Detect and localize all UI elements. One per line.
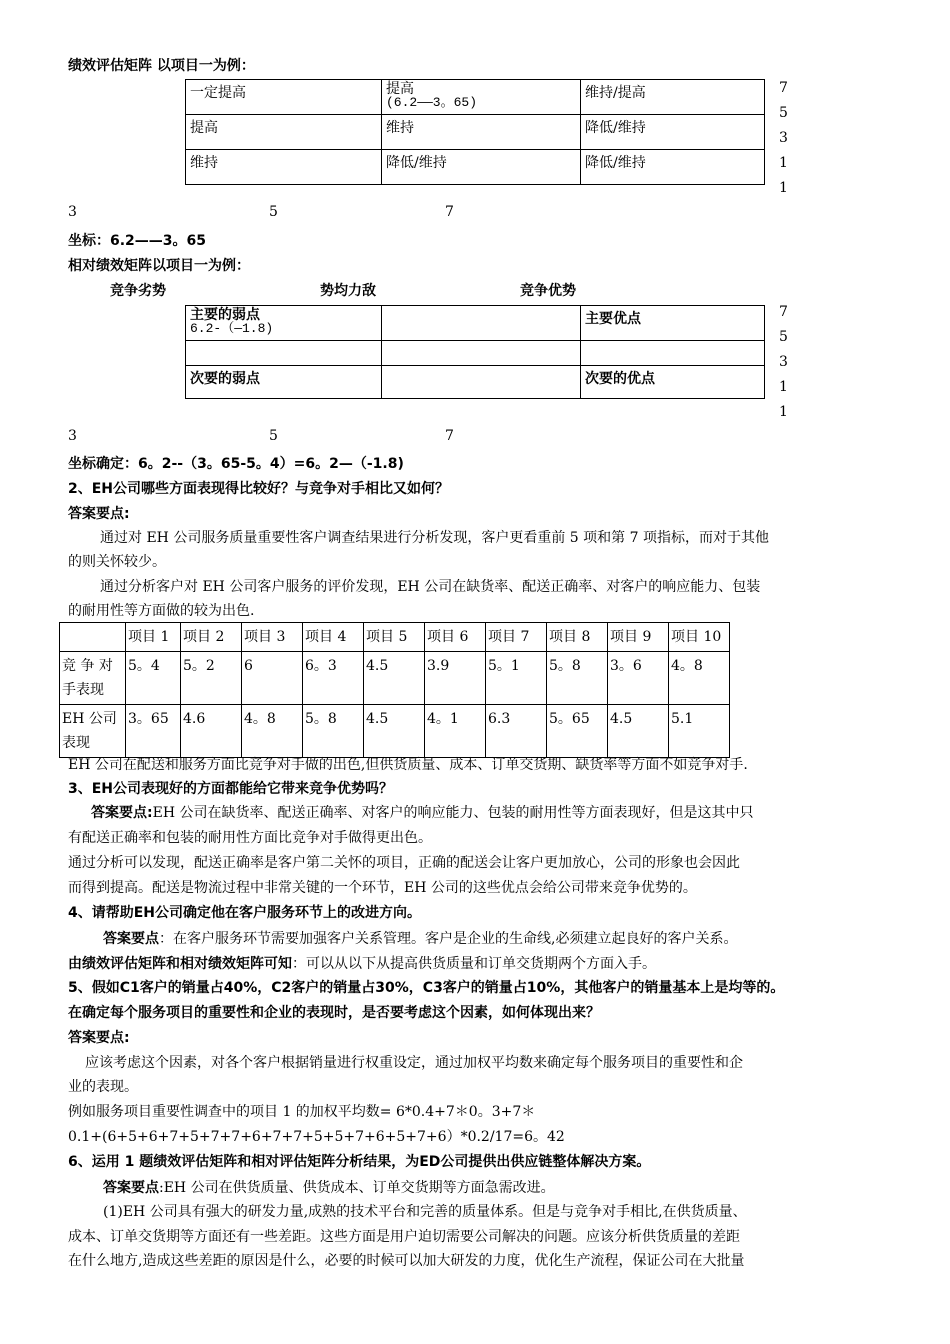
table-cell: 6。3 bbox=[303, 652, 364, 705]
q3-paragraph: 有配送正确率和包装的耐用性方面比竞争对手做得更出色。 bbox=[68, 830, 432, 846]
q2-paragraph: 通过对 EH 公司服务质量重要性客户调查结果进行分析发现，客户更看重前 5 项和第 7 项指标，而对于其他 bbox=[100, 530, 769, 546]
q4-paragraph: 答案要点：在客户服务环节需要加强客户关系管理。客户是企业的生命线,必须建立起良好的客户关系。 bbox=[103, 931, 738, 947]
table-header: 项目 1 bbox=[126, 623, 181, 652]
table-header: 项目 3 bbox=[242, 623, 303, 652]
table-cell: 5。1 bbox=[486, 652, 547, 705]
q2-paragraph: 的则关怀较少。 bbox=[68, 554, 166, 570]
matrix1-cell: 降低/维持 bbox=[581, 115, 765, 150]
y-tick: 1 bbox=[779, 180, 788, 196]
table-cell: 5。4 bbox=[126, 652, 181, 705]
matrix2-cell bbox=[382, 341, 581, 366]
matrix1-cell: 降低/维持 bbox=[382, 150, 581, 185]
x-tick: 5 bbox=[269, 428, 278, 444]
q5-title: 5、假如C1客户的销量占40%，C2客户的销量占30%，C3客户的销量占10%，其他客户的销量基本上是均等的。 bbox=[68, 980, 785, 996]
q5-paragraph: 应该考虑这个因素，对各个客户根据销量进行权重设定，通过加权平均数来确定每个服务项目的重要性和企 bbox=[85, 1055, 743, 1071]
table-header: 项目 6 bbox=[425, 623, 486, 652]
matrix2-header: 竞争劣势 bbox=[110, 283, 166, 299]
table-cell: 3.9 bbox=[425, 652, 486, 705]
matrix2-cell: 次要的优点 bbox=[581, 366, 765, 399]
table-header-row bbox=[60, 623, 730, 652]
q5-answer-label: 答案要点: bbox=[68, 1030, 130, 1046]
matrix2-header: 势均力敌 bbox=[320, 283, 376, 299]
y-tick: 3 bbox=[779, 130, 788, 146]
matrix1-cell: 维持 bbox=[186, 150, 382, 185]
matrix1-cell: 维持 bbox=[382, 115, 581, 150]
matrix2-cell bbox=[382, 366, 581, 399]
y-tick: 1 bbox=[779, 379, 788, 395]
matrix2-cell: 主要优点 bbox=[581, 306, 765, 341]
q6-paragraph: 答案要点:EH 公司在供货质量、供货成本、订单交货期等方面急需改进。 bbox=[103, 1180, 555, 1196]
q2-paragraph: 的耐用性等方面做的较为出色. bbox=[68, 603, 255, 619]
matrix1-cell: 降低/维持 bbox=[581, 150, 765, 185]
y-tick: 7 bbox=[779, 80, 788, 96]
q2-paragraph: 通过分析客户对 EH 公司客户服务的评价发现，EH 公司在缺货率、配送正确率、对客户的响应能力、包装 bbox=[100, 579, 761, 595]
table-cell: 4。8 bbox=[242, 705, 303, 758]
table-header: 项目 10 bbox=[669, 623, 730, 652]
q3-paragraph: 而得到提高。配送是物流过程中非常关键的一个环节，EH 公司的这些优点会给公司带来竞争优势的。 bbox=[68, 880, 697, 896]
table-cell: 4.5 bbox=[364, 652, 425, 705]
row-label: EH 公司 表现 bbox=[60, 705, 126, 758]
x-tick: 5 bbox=[269, 204, 278, 220]
table-cell: 6.3 bbox=[486, 705, 547, 758]
matrix1-cell-sub: (6.2——3。65) bbox=[386, 95, 478, 110]
table-header: 项目 7 bbox=[486, 623, 547, 652]
table-cell: 3。6 bbox=[608, 652, 669, 705]
table-cell: 3。65 bbox=[126, 705, 181, 758]
q5-formula: 例如服务项目重要性调查中的项目 1 的加权平均数= 6*0.4+7＊0。3+7＊ bbox=[68, 1104, 536, 1120]
table-cell: 5.1 bbox=[669, 705, 730, 758]
table-header: 项目 9 bbox=[608, 623, 669, 652]
table-header: 项目 8 bbox=[547, 623, 608, 652]
matrix1-cell: 提高 bbox=[186, 115, 382, 150]
y-tick: 3 bbox=[779, 354, 788, 370]
matrix1-cell: 一定提高 bbox=[186, 80, 382, 115]
q6-paragraph: 在什么地方,造成这些差距的原因是什么，必要的时候可以加大研发的力度，优化生产流程，保证公司在大批量 bbox=[68, 1253, 745, 1269]
x-tick: 7 bbox=[445, 428, 454, 444]
performance-matrix bbox=[185, 79, 765, 185]
table-cell: 4。1 bbox=[425, 705, 486, 758]
table-row bbox=[60, 652, 730, 705]
table-cell: 4。8 bbox=[669, 652, 730, 705]
q6-title: 6、运用 1 题绩效评估矩阵和相对评估矩阵分析结果，为ED公司提供出供应链整体解决方案。 bbox=[68, 1154, 651, 1170]
comparison-table bbox=[59, 622, 730, 758]
matrix1-title: 绩效评估矩阵 以项目一为例： bbox=[68, 58, 255, 74]
table-cell: 4.5 bbox=[364, 705, 425, 758]
q2-title: 2、EH公司哪些方面表现得比较好？与竞争对手相比又如何？ bbox=[68, 481, 450, 497]
row-label: 竞 争 对 手表现 bbox=[60, 652, 126, 705]
q4-title: 4、请帮助EH公司确定他在客户服务环节上的改进方向。 bbox=[68, 905, 422, 921]
table-cell: 5。65 bbox=[547, 705, 608, 758]
table-cell: 4.5 bbox=[608, 705, 669, 758]
q6-paragraph: (1)EH 公司具有强大的研发力量,成熟的技术平台和完善的质量体系。但是与竞争对手相比,在供货质量、 bbox=[103, 1204, 747, 1220]
table-header: 项目 2 bbox=[181, 623, 242, 652]
matrix2-cell: 次要的弱点 bbox=[186, 366, 382, 399]
x-tick: 3 bbox=[68, 428, 77, 444]
q5-title: 在确定每个服务项目的重要性和企业的表现时，是否要考虑这个因素，如何体现出来？ bbox=[68, 1005, 600, 1021]
matrix2-title: 相对绩效矩阵以项目一为例： bbox=[68, 258, 250, 274]
matrix1-coordinate: 坐标：6.2——3。65 bbox=[68, 233, 207, 249]
q5-formula: 0.1+(6+5+6+7+5+7+7+6+7+7+5+5+7+6+5+7+6）*0.2/17=6。42 bbox=[68, 1129, 565, 1145]
q6-paragraph: 成本、订单交货期等方面还有一些差距。这些方面是用户迫切需要公司解决的问题。应该分析供货质量的差距 bbox=[68, 1229, 740, 1245]
table-corner bbox=[60, 623, 126, 652]
y-tick: 5 bbox=[779, 105, 788, 121]
matrix2-cell bbox=[382, 306, 581, 341]
table-cell: 4.6 bbox=[181, 705, 242, 758]
y-tick: 1 bbox=[779, 404, 788, 420]
matrix1-cell: 维持/提高 bbox=[581, 80, 765, 115]
x-tick: 3 bbox=[68, 204, 77, 220]
q3-paragraph: 通过分析可以发现，配送正确率是客户第二关怀的项目，正确的配送会让客户更加放心，公司的形象也会因此 bbox=[68, 855, 740, 871]
q2-answer-label: 答案要点: bbox=[68, 506, 130, 522]
matrix2-header: 竞争优势 bbox=[520, 283, 576, 299]
table-header: 项目 5 bbox=[364, 623, 425, 652]
matrix2-cell: 主要的弱点 6.2-（—1.8) bbox=[186, 306, 382, 341]
matrix2-cell bbox=[581, 341, 765, 366]
table-summary: EH 公司在配送和服务方面比竞争对手做的出色,但供货质量、成本、订单交货期、缺货率等方面不如竞争对手. bbox=[68, 757, 748, 773]
table-row bbox=[60, 705, 730, 758]
table-header: 项目 4 bbox=[303, 623, 364, 652]
table-cell: 5。8 bbox=[303, 705, 364, 758]
x-tick: 7 bbox=[445, 204, 454, 220]
q4-paragraph: 由绩效评估矩阵和相对绩效矩阵可知：可以从以下从提高供货质量和订单交货期两个方面入手。 bbox=[68, 956, 656, 972]
y-tick: 5 bbox=[779, 329, 788, 345]
y-tick: 1 bbox=[779, 155, 788, 171]
matrix2-cell-sub: 6.2-（—1.8) bbox=[190, 321, 274, 336]
relative-performance-matrix bbox=[185, 305, 765, 399]
matrix1-cell: 提高 (6.2——3。65) bbox=[382, 80, 581, 115]
q5-paragraph: 业的表现。 bbox=[68, 1079, 138, 1095]
y-tick: 7 bbox=[779, 304, 788, 320]
matrix2-cell bbox=[186, 341, 382, 366]
q3-paragraph: 答案要点:EH 公司在缺货率、配送正确率、对客户的响应能力、包装的耐用性等方面表现好，但是这其中只 bbox=[91, 805, 754, 821]
table-cell: 5。8 bbox=[547, 652, 608, 705]
table-cell: 5。2 bbox=[181, 652, 242, 705]
q3-title: 3、EH公司表现好的方面都能给它带来竞争优势吗？ bbox=[68, 781, 394, 797]
table-cell: 6 bbox=[242, 652, 303, 705]
matrix2-coordinate: 坐标确定：6。2--（3。65-5。4）=6。2—（-1.8) bbox=[68, 456, 404, 472]
